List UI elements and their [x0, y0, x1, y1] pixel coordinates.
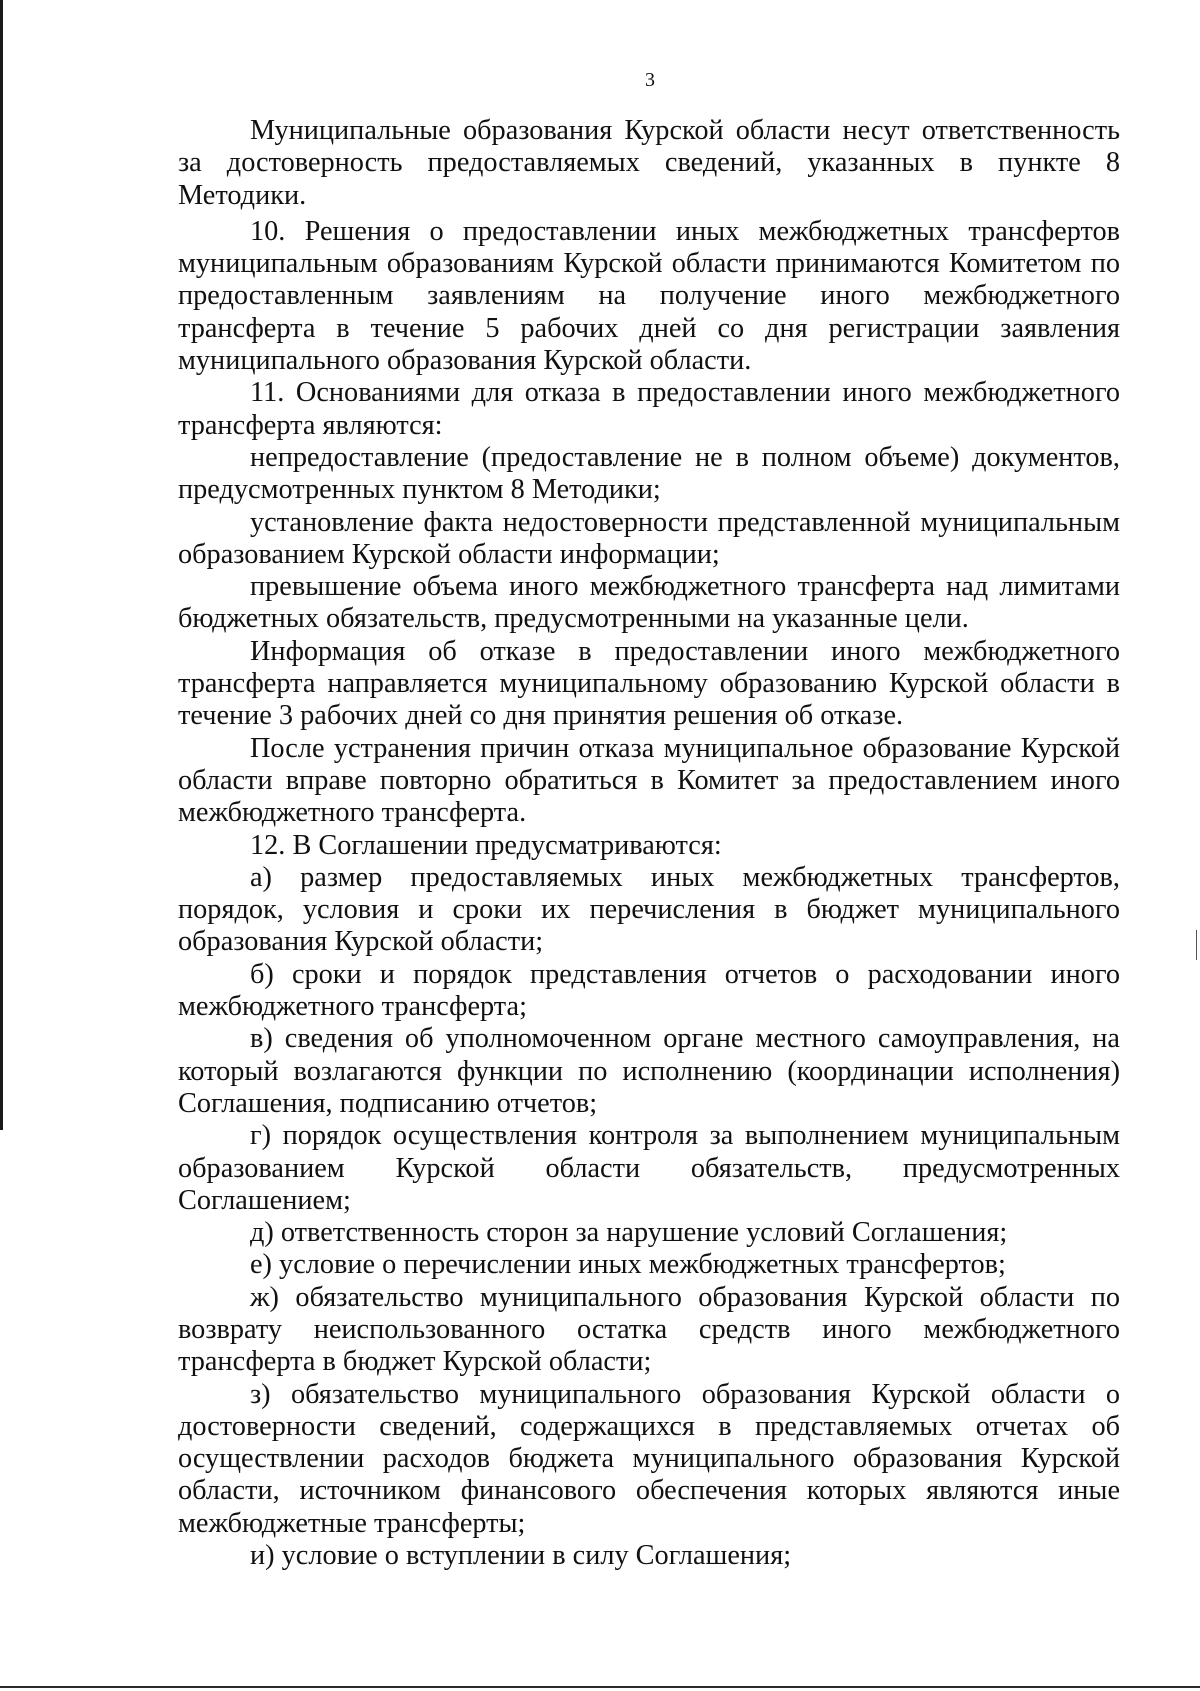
- paragraph: 11. Основаниями для отказа в предоставлении иного межбюджетного трансферта являются:: [178, 377, 1120, 441]
- paragraph: д) ответственность сторон за нарушение условий Соглашения;: [250, 1217, 1008, 1249]
- paragraph: б) сроки и порядок представления отчетов о расходовании иного межбюджетного трансферта;: [178, 958, 1120, 1023]
- scan-edge-left: [0, 0, 3, 1130]
- paragraph: Муниципальные образования Курской области несут ответственность за достоверность предоставляемых сведений, указанных в пункте 8 Методики.: [178, 115, 1120, 211]
- document-body: [178, 115, 1120, 1572]
- paragraph: превышение объема иного межбюджетного трансферта над лимитами бюджетных обязательств, предусмотренными на указанные цели.: [178, 571, 1120, 635]
- paragraph: 12. В Соглашении предусматриваются:: [250, 829, 722, 861]
- scan-mark-right: [1196, 930, 1197, 960]
- paragraph: г) порядок осуществления контроля за выполнением муниципальным образованием Курской области обязательств, предусмотренных Соглашением;: [178, 1120, 1120, 1216]
- paragraph: установление факта недостоверности представленной муниципальным образованием Курской области информации;: [178, 506, 1120, 570]
- paragraph: ж) обязательство муниципального образования Курской области по возврату неиспользованного остатка средств иного межбюджетного трансферта в бюджет Курской области;: [178, 1281, 1120, 1378]
- paragraph: а) размер предоставляемых иных межбюджетных трансфертов, порядок, условия и сроки их перечисления в бюджет муниципального образования Курской области;: [178, 861, 1120, 958]
- paragraph: е) условие о перечислении иных межбюджетных трансфертов;: [250, 1249, 1006, 1281]
- paragraph: После устранения причин отказа муниципальное образование Курской области вправе повторно обратиться в Комитет за предоставлением иного межбюджетного трансферта.: [178, 732, 1120, 829]
- paragraph: непредоставление (предоставление не в полном объеме) документов, предусмотренных пунктом 8 Методики;: [178, 441, 1120, 506]
- scan-edge-bottom: [0, 1686, 1200, 1688]
- page-number: 3: [645, 69, 655, 91]
- paragraph: 10. Решения о предоставлении иных межбюджетных трансфертов муниципальным образованиям Курской области принимаются Комитетом по предоставленным заявлениям на получение иного межбюджетного трансферта в течение 5 рабочих дней со дня регистрации заявления муниципального образования Курской области.: [178, 215, 1120, 377]
- paragraph: в) сведения об уполномоченном органе местного самоуправления, на который возлагаются функции по исполнению (координации исполнения) Соглашения, подписанию отчетов;: [178, 1023, 1120, 1119]
- paragraph: и) условие о вступлении в силу Соглашения;: [250, 1540, 792, 1572]
- paragraph: Информация об отказе в предоставлении иного межбюджетного трансферта направляется муниципальному образованию Курской области в течение 3 рабочих дней со дня принятия решения об отказе.: [178, 635, 1120, 732]
- paragraph: з) обязательство муниципального образования Курской области о достоверности сведений, содержащихся в представляемых отчетах об осуществлении расходов бюджета муниципального образования Курской области, источником финансового обеспечения которых являются иные межбюджетные трансферты;: [178, 1378, 1120, 1539]
